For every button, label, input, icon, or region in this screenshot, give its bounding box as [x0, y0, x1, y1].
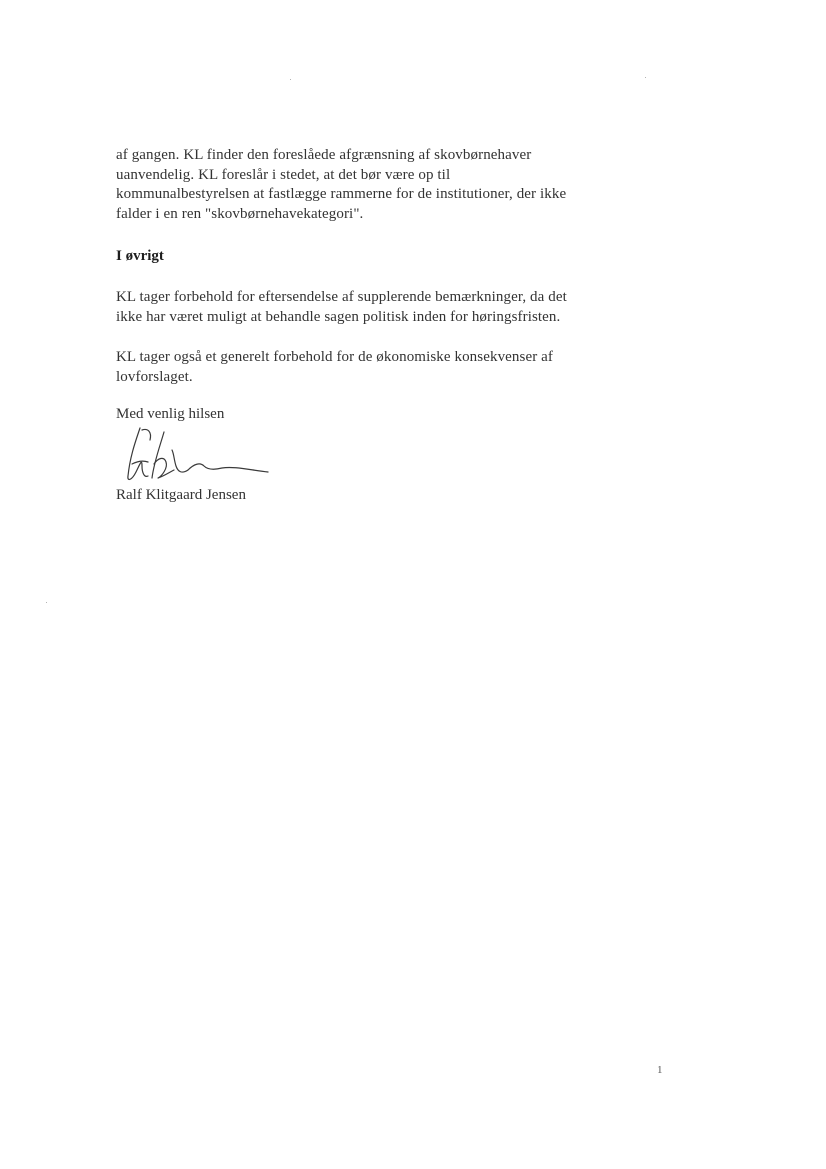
text-line: kommunalbestyrelsen at fastlægge rammerne for de institutioner, der ikke: [116, 186, 567, 202]
paragraph-reservation-remarks: [116, 288, 636, 327]
paragraph-economic-reservation: [116, 348, 636, 387]
text-line: af gangen. KL finder den foreslåede afgrænsning af skovbørnehaver: [116, 147, 532, 163]
text-line: lovforslaget.: [116, 368, 193, 385]
section-heading: I øvrigt: [116, 248, 164, 264]
scan-speck: [645, 77, 646, 78]
handwritten-signature: [118, 420, 278, 520]
text-line: ikke har været muligt at behandle sagen politisk inden for høringsfristen.: [116, 308, 561, 325]
scan-speck: [46, 602, 47, 603]
signer-name: Ralf Klitgaard Jensen: [116, 487, 246, 503]
text-line: KL tager også et generelt forbehold for de økonomiske konsekvenser af: [116, 349, 554, 365]
closing-salutation: Med venlig hilsen: [116, 406, 225, 422]
scan-speck: [290, 79, 291, 80]
text-line: falder i en ren "skovbørnehavekategori".: [116, 205, 364, 222]
page-number: 1: [657, 1064, 663, 1076]
text-line: uanvendelig. KL foreslår i stedet, at det bør være op til: [116, 166, 451, 183]
paragraph-kindergarten-definition: [116, 146, 636, 224]
text-line: KL tager forbehold for eftersendelse af supplerende bemærkninger, da det: [116, 289, 567, 305]
